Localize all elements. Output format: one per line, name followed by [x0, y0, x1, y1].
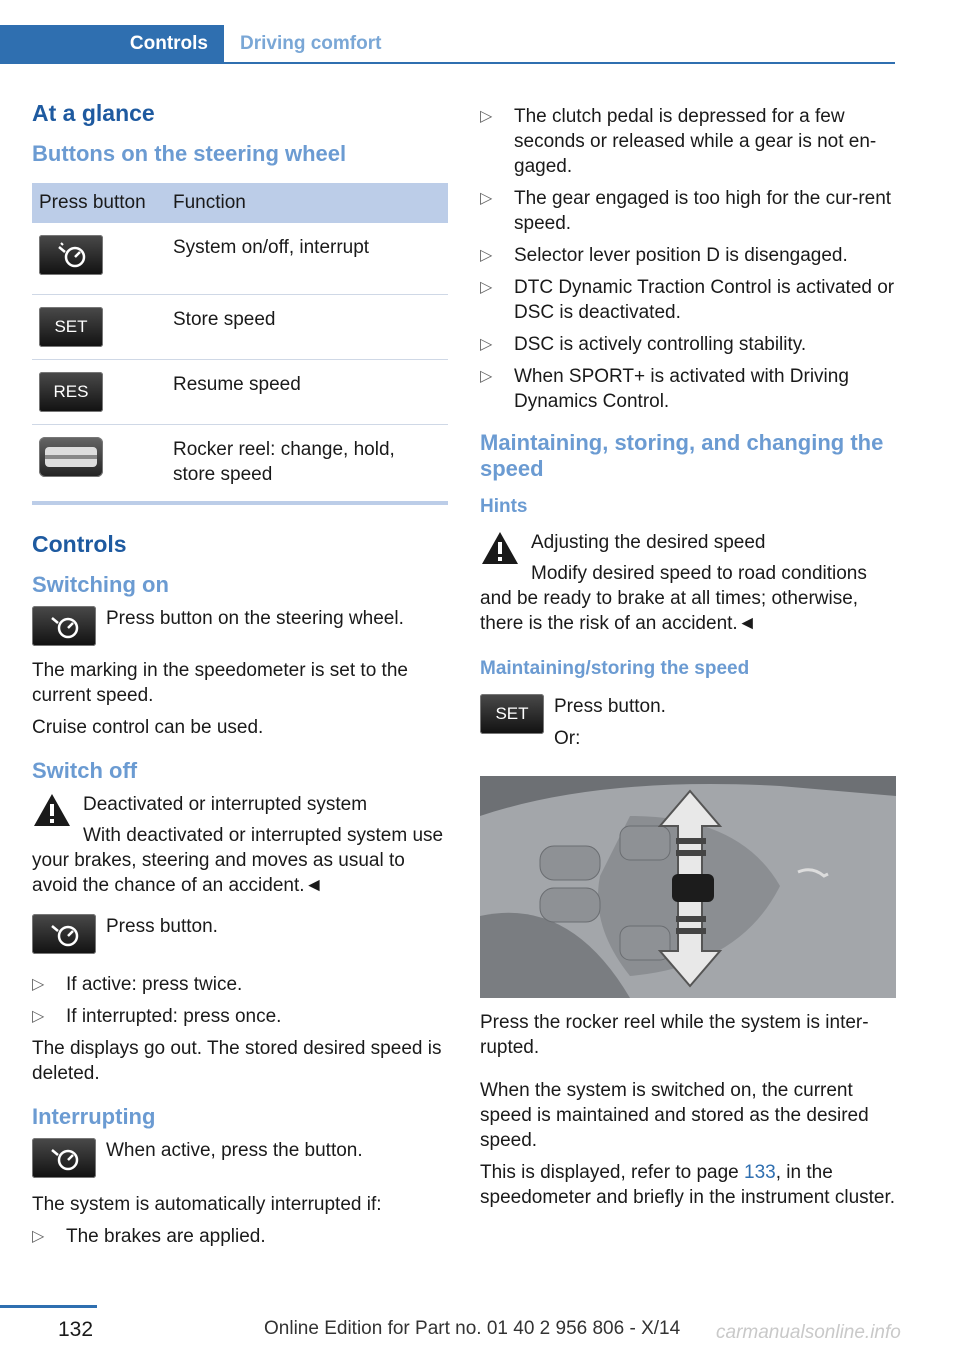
function-cell: Rocker reel: change, hold, store speed — [173, 439, 395, 485]
warning-title: Deactivated or interrupted system — [83, 794, 368, 815]
paragraph: When the system is switched on, the current speed is maintained and stored as the desired speed. — [480, 1080, 869, 1151]
res-button-icon: RES — [39, 372, 103, 412]
function-cell: Resume speed — [166, 360, 448, 425]
list-item: ▷ When SPORT+ is activated with Driving Dynamics Control. — [480, 366, 849, 412]
table-row — [32, 360, 448, 425]
interrupt-text: When active, press the button. — [106, 1140, 363, 1161]
watermark: carmanualsonline.info — [716, 1322, 901, 1343]
warning-body: Modify desired speed to road conditions and be ready to brake at all times; otherwise, there is the risk of an accident.◄ — [480, 563, 867, 634]
heading-buttons: Buttons on the steering wheel — [32, 141, 347, 166]
heading-maintaining: Maintaining, storing, and changing the speed — [480, 430, 884, 481]
paragraph: Cruise control can be used. — [32, 717, 264, 738]
heading-switching-on: Switching on — [32, 572, 169, 597]
warning-body: With deactivated or interrupted system use your brakes, steering and moves as usual to avoid the chance of an accident.◄ — [32, 825, 444, 896]
page-number: 132 — [58, 1318, 94, 1341]
table-header-press-button: Press button — [32, 183, 166, 223]
warning-block — [32, 792, 448, 898]
steering-wheel-photo — [480, 776, 896, 998]
interrupt-list — [32, 1224, 448, 1249]
triangle-bullet-icon: ▷ — [480, 108, 493, 125]
left-column — [32, 100, 448, 1256]
tab-driving-comfort[interactable]: Driving comfort — [240, 33, 382, 54]
list-item: ▷ Selector lever position D is disengaged. — [480, 245, 848, 266]
list-item: ▷ DSC is actively controlling stability. — [480, 334, 807, 355]
rocker-reel-icon — [39, 437, 103, 477]
heading-hints: Hints — [480, 496, 528, 517]
footer-rule — [0, 1305, 97, 1308]
switch-off-text: Press button. — [106, 916, 218, 937]
function-cell: Store speed — [166, 295, 448, 360]
switch-on-row — [32, 606, 448, 650]
interrupt-conditions-list — [480, 104, 896, 414]
press-button-text: Press button. — [554, 696, 666, 717]
list-item: ▷ The clutch pedal is depressed for a few seconds or released while a gear is not en‐gaged. — [480, 106, 877, 177]
switch-off-row — [32, 914, 448, 958]
paragraph: The marking in the speedometer is set to the current speed. — [32, 660, 408, 706]
set-button-icon: SET — [39, 307, 103, 347]
switch-off-list — [32, 972, 448, 1029]
cruise-control-icon — [32, 914, 96, 954]
set-row — [480, 694, 896, 754]
footer-edition: Online Edition for Part no. 01 40 2 956 806 - X/14 — [264, 1318, 681, 1339]
paragraph: This is displayed, refer to page 133, in the speedometer and briefly in the instrument cluster. — [480, 1162, 896, 1208]
warning-title: Adjusting the desired speed — [531, 532, 766, 553]
triangle-bullet-icon: ▷ — [480, 247, 493, 264]
triangle-bullet-icon: ▷ — [32, 1008, 45, 1025]
function-cell: System on/off, interrupt — [166, 223, 448, 295]
cruise-control-icon — [32, 1138, 96, 1178]
buttons-table — [32, 183, 448, 499]
list-item: ▷ If interrupted: press once. — [32, 1006, 282, 1027]
heading-switch-off: Switch off — [32, 758, 138, 783]
triangle-bullet-icon: ▷ — [32, 976, 45, 993]
list-item: ▷ The gear engaged is too high for the cur‐rent speed. — [480, 188, 892, 234]
heading-at-a-glance: At a glance — [32, 100, 155, 126]
heading-interrupting: Interrupting — [32, 1104, 156, 1129]
tab-controls[interactable]: Controls — [0, 25, 224, 62]
triangle-bullet-icon: ▷ — [32, 1228, 45, 1245]
header-bar — [0, 25, 895, 64]
table-row — [32, 295, 448, 360]
table-row — [32, 223, 448, 295]
paragraph: Press the rocker reel while the system is inter‐rupted. — [480, 1012, 869, 1058]
table-row — [32, 425, 448, 500]
list-item: ▷ The brakes are applied. — [32, 1226, 266, 1247]
triangle-bullet-icon: ▷ — [480, 190, 493, 207]
warning-icon — [480, 530, 520, 566]
or-text: Or: — [554, 728, 581, 749]
cruise-control-icon — [39, 235, 103, 275]
table-end-rule — [32, 501, 448, 505]
page-link[interactable]: 133 — [744, 1162, 776, 1183]
set-button-icon: SET — [480, 694, 544, 734]
triangle-bullet-icon: ▷ — [480, 336, 493, 353]
heading-maintaining-storing: Maintaining/storing the speed — [480, 658, 750, 679]
heading-controls: Controls — [32, 531, 127, 557]
cruise-control-icon — [32, 606, 96, 646]
warning-block — [480, 530, 896, 636]
paragraph: The displays go out. The stored desired speed is deleted. — [32, 1038, 442, 1084]
table-header-function: Function — [166, 183, 448, 223]
list-item: ▷ If active: press twice. — [32, 974, 243, 995]
paragraph: The system is automatically interrupted if: — [32, 1194, 382, 1215]
warning-icon — [32, 792, 72, 828]
triangle-bullet-icon: ▷ — [480, 279, 493, 296]
list-item: ▷ DTC Dynamic Traction Control is activated or DSC is deactivated. — [480, 277, 895, 323]
switch-on-text: Press button on the steering wheel. — [106, 608, 404, 629]
triangle-bullet-icon: ▷ — [480, 368, 493, 385]
right-column — [480, 104, 896, 1217]
interrupt-row — [32, 1138, 448, 1182]
